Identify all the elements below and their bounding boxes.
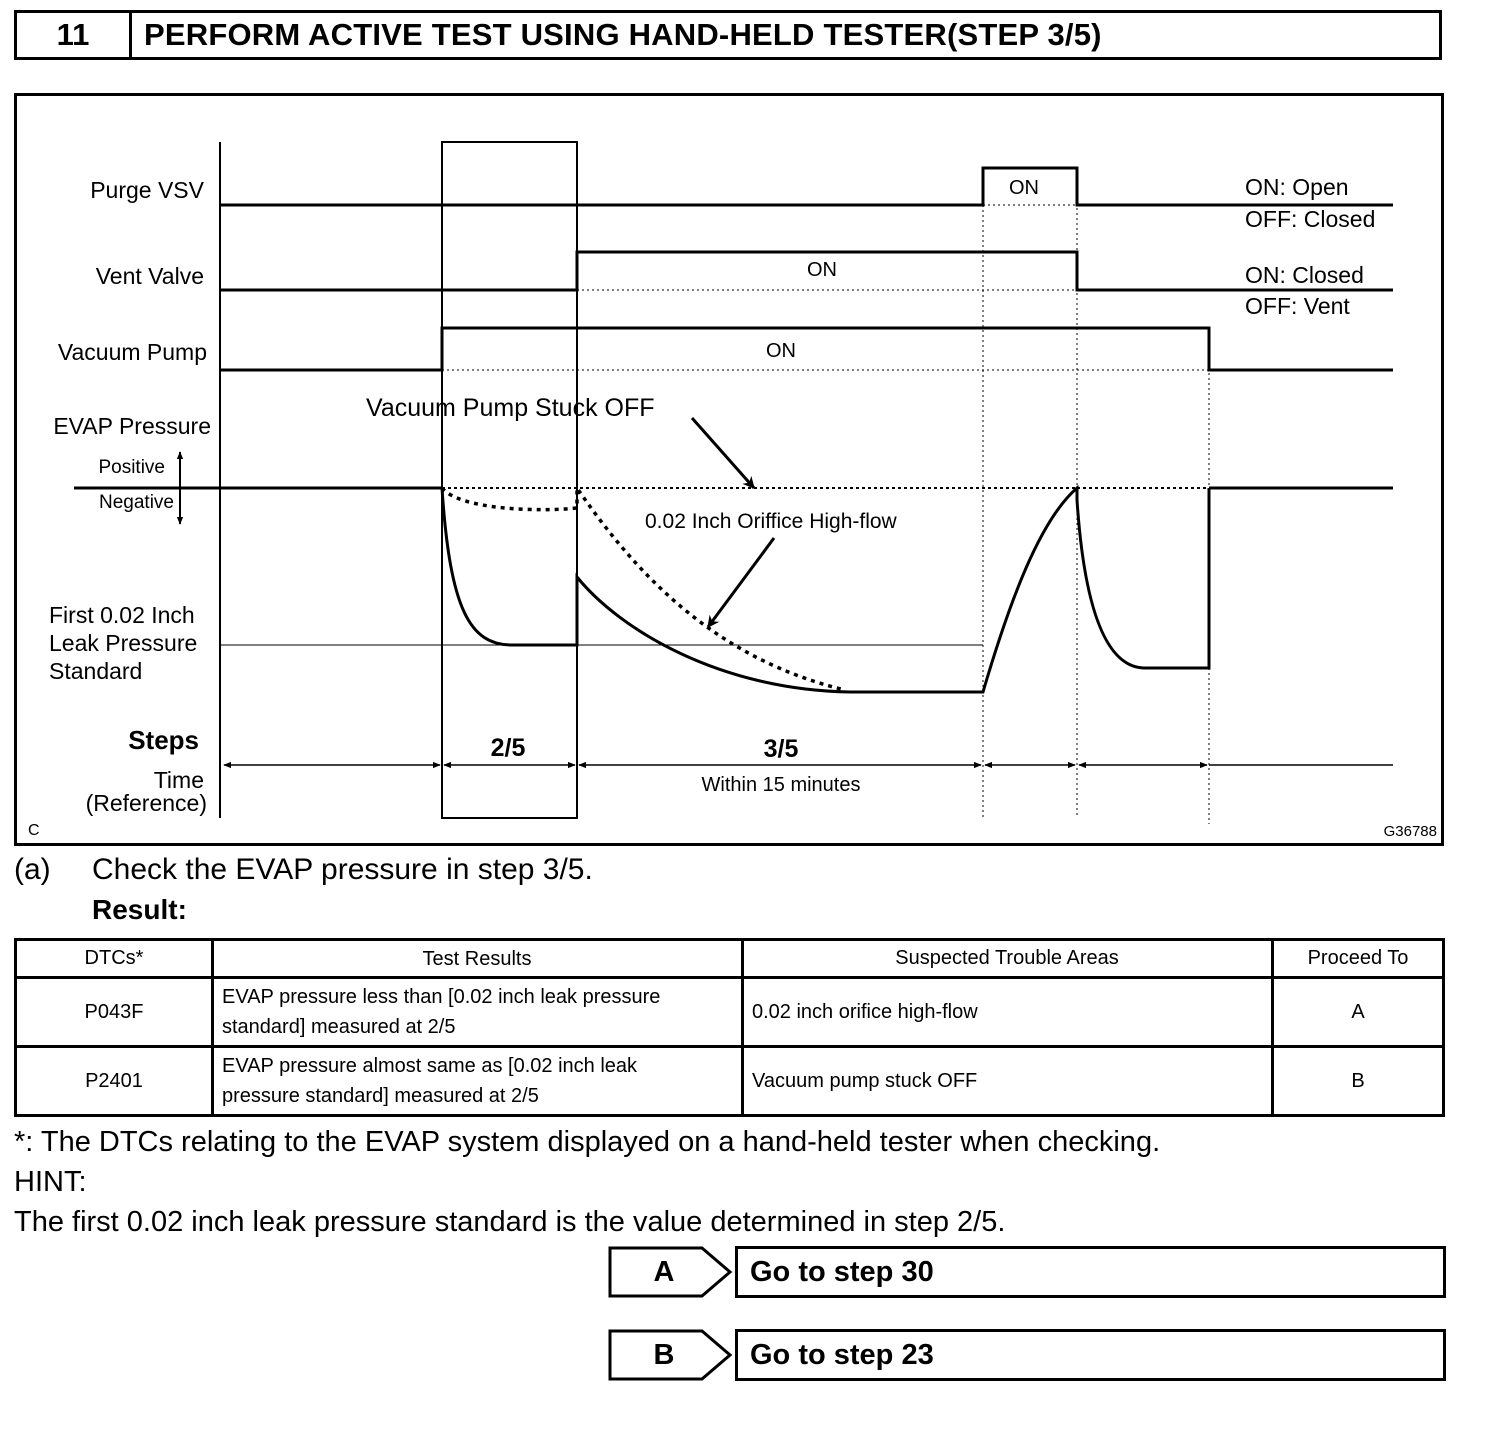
test-result-line: EVAP pressure almost same as [0.02 inch leak [222,1055,638,1077]
trouble-area-cell: Vacuum pump stuck OFF [743,1047,1273,1116]
vent-on-label: ON [807,259,837,281]
label-purge-vsv: Purge VSV [90,177,204,203]
step-title: PERFORM ACTIVE TEST USING HAND-HELD TESTER(STEP 3/5) [144,17,1102,52]
label-evap-pressure: EVAP Pressure [53,413,211,439]
table-row [16,1047,1444,1116]
pump-stuck-leader [692,418,754,488]
test-result-line: pressure standard] measured at 2/5 [222,1085,539,1107]
timing-diagram-svg [14,93,1444,846]
route-a-action[interactable]: Go to step 30 [735,1246,1446,1298]
step-header [14,10,1442,60]
col-header-trouble-areas: Suspected Trouble Areas [743,940,1273,978]
step-2-window [442,142,577,818]
legend-purge-off: OFF: Closed [1245,206,1376,232]
instruction-label: (a) [14,853,51,886]
legend-vent-on: ON: Closed [1245,262,1364,288]
step-label-3: 3/5 [763,735,799,763]
test-result-cell [213,1047,743,1116]
label-leak-std-1: First 0.02 Inch [49,602,195,628]
route-b [608,1329,1446,1381]
route-a [608,1246,1446,1298]
label-reference: (Reference) [85,790,207,816]
label-negative: Negative [99,492,174,513]
route-b-action[interactable]: Go to step 23 [735,1329,1446,1381]
route-b-letter: B [653,1338,675,1371]
col-header-test-results: Test Results [213,940,743,978]
result-label: Result: [92,894,187,925]
route-a-letter: A [653,1255,675,1288]
legend-purge-on: ON: Open [1245,174,1349,200]
annotation-pump-stuck: Vacuum Pump Stuck OFF [366,394,655,422]
vacuum-pump-wave [220,328,1393,370]
label-steps: Steps [128,725,199,755]
label-vent-valve: Vent Valve [95,263,204,289]
step-number: 11 [17,13,132,57]
corner-code: C [28,822,40,839]
hint-label: HINT: [14,1166,87,1198]
label-positive: Positive [98,457,165,478]
col-header-dtcs: DTCs* [16,940,213,978]
timing-diagram [14,93,1444,846]
purge-on-label: ON [1009,177,1039,199]
instruction [14,853,593,887]
proceed-cell: A [1273,978,1444,1047]
table-header-row [16,940,1444,978]
table-row [16,978,1444,1047]
trouble-area-cell: 0.02 inch orifice high-flow [743,978,1273,1047]
orifice-leader [708,538,774,627]
dtc-cell: P2401 [16,1047,213,1116]
legend-vent-off: OFF: Vent [1245,293,1350,319]
test-result-line: EVAP pressure less than [0.02 inch leak pressure [222,986,661,1008]
hint-text: The first 0.02 inch leak pressure standard is the value determined in step 2/5. [14,1206,1006,1238]
label-time: Time [153,767,204,793]
figure-id: G36788 [1383,823,1437,840]
label-leak-std-2: Leak Pressure [49,630,198,656]
footnote: *: The DTCs relating to the EVAP system displayed on a hand-held tester when checking. [14,1126,1161,1158]
footnote-block [14,1122,1160,1242]
pump-on-label: ON [766,340,796,362]
step-label-2: 2/5 [490,734,526,762]
step-3-note: Within 15 minutes [701,774,861,796]
label-leak-std-3: Standard [49,658,143,684]
test-result-cell [213,978,743,1047]
col-header-proceed-to: Proceed To [1273,940,1444,978]
dtc-cell: P043F [16,978,213,1047]
label-vacuum-pump: Vacuum Pump [57,339,207,365]
purge-vsv-wave [220,168,1393,205]
results-table [14,938,1445,1117]
annotation-orifice: 0.02 Inch Oriffice High-flow [645,510,897,533]
instruction-text: Check the EVAP pressure in step 3/5. [92,853,593,886]
test-result-line: standard] measured at 2/5 [222,1016,456,1038]
proceed-cell: B [1273,1047,1444,1116]
